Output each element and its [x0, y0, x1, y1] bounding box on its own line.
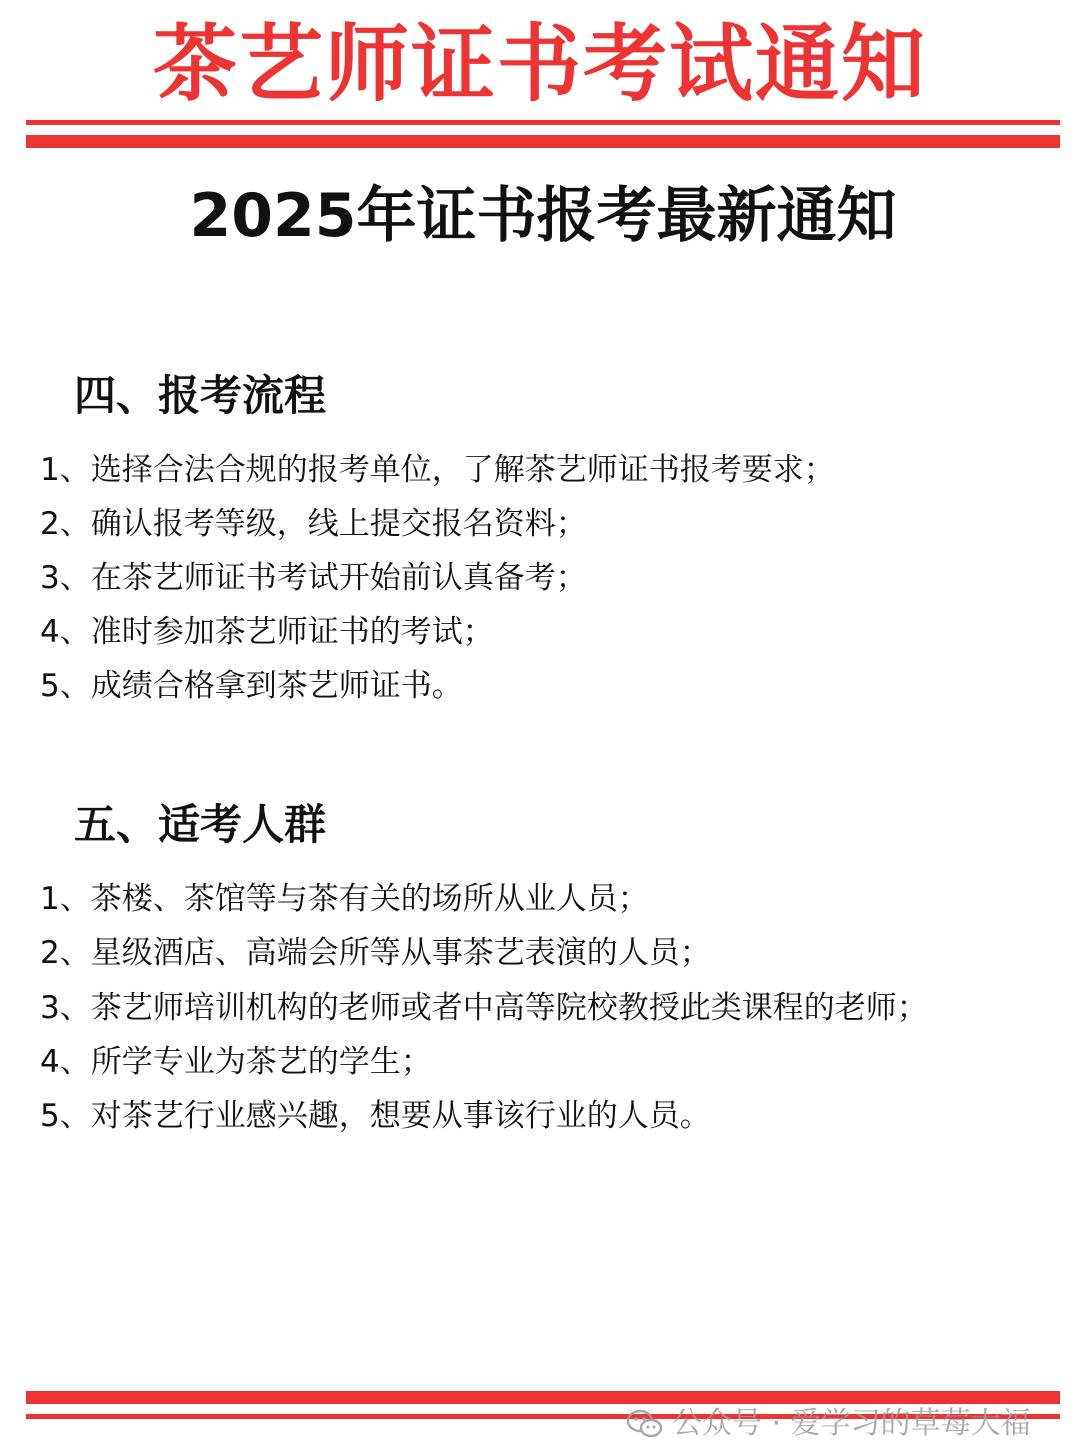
list-item: 2、星级酒店、高端会所等从事茶艺表演的人员； [40, 935, 711, 972]
list-item: 5、成绩合格拿到茶艺师证书。 [40, 668, 463, 704]
section-heading-process: 四、报考流程 [74, 371, 327, 420]
list-item: 4、所学专业为茶艺的学生； [40, 1043, 432, 1080]
list-item: 2、确认报考等级，线上提交报名资料； [40, 506, 587, 542]
top-divider-thick [26, 135, 1060, 148]
watermark [626, 1404, 1031, 1444]
list-item: 3、在茶艺师证书考试开始前认真备考； [40, 560, 587, 596]
page-title: 茶艺师证书考试通知 [152, 15, 927, 113]
top-divider-thin [26, 120, 1060, 125]
list-item: 4、准时参加茶艺师证书的考试； [40, 614, 494, 650]
audience-list [40, 872, 928, 1143]
list-item: 1、茶楼、茶馆等与茶有关的场所从业人员； [40, 881, 649, 917]
wechat-icon [626, 1409, 664, 1439]
bottom-divider-thick [26, 1391, 1060, 1404]
watermark-text: 公众号 · 爱学习的草莓大福 [672, 1406, 1031, 1441]
list-item: 5、对茶艺行业感兴趣，想要从事该行业的人员。 [40, 1098, 711, 1135]
list-item: 1、选择合法合规的报考单位，了解茶艺师证书报考要求； [40, 452, 835, 488]
section-heading-audience: 五、适考人群 [74, 800, 327, 849]
notice-subtitle: 2025年证书报考最新通知 [189, 181, 897, 251]
process-list [40, 443, 835, 713]
list-item: 3、茶艺师培训机构的老师或者中高等院校教授此类课程的老师； [40, 989, 928, 1026]
